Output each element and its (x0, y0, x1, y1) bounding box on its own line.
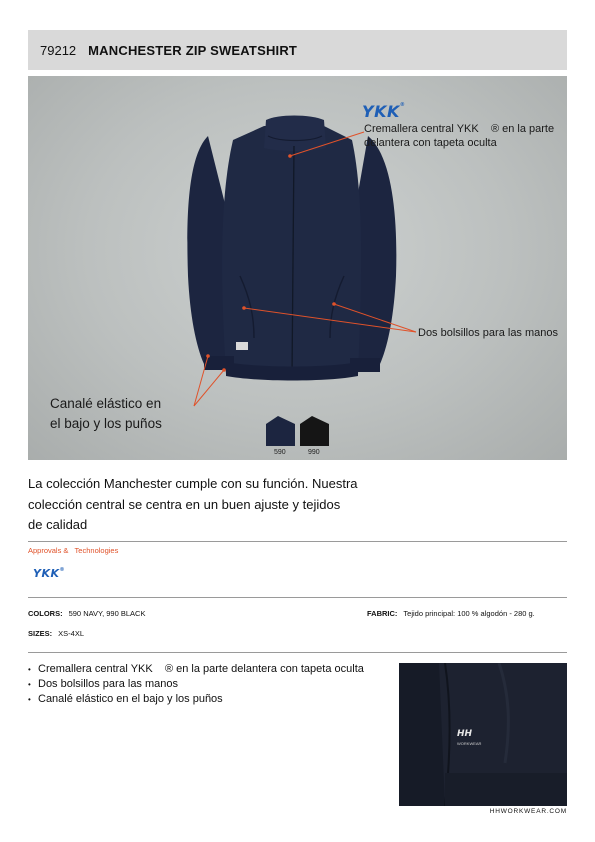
callout-rib-line2: el bajo y los puños (50, 416, 162, 431)
list-item: • Cremallera central YKK ® en la parte delantera con tapeta oculta (28, 663, 364, 675)
ykk-logo: YKK® (362, 102, 406, 121)
swatch-code-navy: 590 (274, 449, 286, 456)
list-item: • Canalé elástico en el bajo y los puños (28, 693, 223, 705)
product-sku: 79212 (40, 42, 77, 58)
spec-sizes-label: SIZES: (28, 629, 53, 638)
product-tagline: La colección Manchester cumple con su función. Nuestra colección central se centra en un buen ajuste y tejidos de calidad (28, 476, 358, 532)
hh-logo: HH (457, 729, 473, 739)
detail-photo (399, 663, 567, 806)
spec-fabric (367, 609, 535, 618)
divider (28, 597, 567, 598)
header-bar (28, 30, 567, 70)
feature-list (28, 662, 364, 707)
callout-rib (50, 394, 162, 434)
divider (28, 541, 567, 542)
hero-image (28, 76, 567, 460)
approvals-label: Approvals & Technologies (28, 546, 119, 555)
detail-illustration (399, 663, 567, 806)
color-swatch-black[interactable] (300, 416, 329, 446)
spec-colors (28, 609, 145, 618)
product-title: MANCHESTER ZIP SWEATSHIRT (88, 42, 298, 58)
callout-rib-line1: Canalé elástico en (50, 396, 162, 411)
ykk-approval-logo: YKK® (33, 567, 66, 580)
divider (28, 652, 567, 653)
swatch-code-black: 990 (308, 449, 320, 456)
spec-colors-value: 590 NAVY, 990 BLACK (68, 609, 146, 618)
spec-fabric-label: FABRIC: (367, 609, 398, 618)
footer-url[interactable]: HHWORKWEAR.COM (489, 808, 567, 815)
spec-sizes (28, 629, 84, 638)
spec-sizes-value: XS-4XL (58, 629, 85, 638)
spec-fabric-value: Tejido principal: 100 % algodón - 280 g. (403, 609, 535, 618)
spec-colors-label: COLORS: (28, 609, 63, 618)
color-swatch-navy[interactable] (266, 416, 295, 446)
list-item: • Dos bolsillos para las manos (28, 678, 179, 690)
hh-logo-sub: WORKWEAR (457, 741, 482, 746)
callout-zipper: Cremallera central YKK ® en la parte delantera con tapeta oculta (364, 123, 555, 149)
callout-pockets: Dos bolsillos para las manos (418, 327, 559, 339)
